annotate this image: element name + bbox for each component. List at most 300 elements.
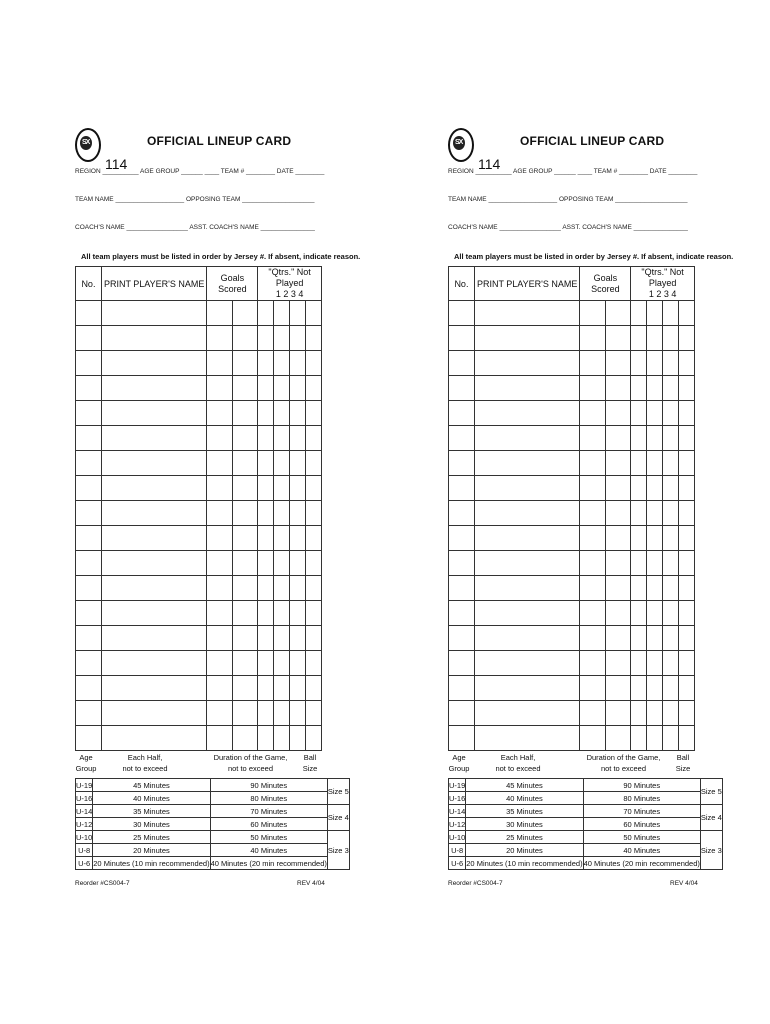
roster-cell xyxy=(606,351,631,376)
roster-cell xyxy=(207,526,233,551)
roster-cell xyxy=(647,676,663,701)
roster-cell xyxy=(233,526,258,551)
rules-duration: 40 Minutes xyxy=(583,844,700,857)
reorder-number: Reorder #CS004-7 xyxy=(448,880,503,887)
roster-cell xyxy=(606,676,631,701)
roster-cell xyxy=(580,676,606,701)
roster-cell xyxy=(449,451,475,476)
roster-cell xyxy=(76,301,102,326)
roster-cell xyxy=(580,301,606,326)
rules-duration: 60 Minutes xyxy=(583,818,700,831)
roster-cell xyxy=(474,301,580,326)
roster-cell xyxy=(76,676,102,701)
roster-cell xyxy=(647,626,663,651)
roster-cell xyxy=(101,301,207,326)
roster-cell xyxy=(274,301,290,326)
roster-cell xyxy=(580,526,606,551)
roster-cell xyxy=(258,376,274,401)
rules-duration: 90 Minutes xyxy=(583,779,700,792)
roster-cell xyxy=(101,701,207,726)
roster-cell xyxy=(101,551,207,576)
roster-cell xyxy=(101,676,207,701)
roster-cell xyxy=(647,501,663,526)
roster-cell xyxy=(76,726,102,751)
rules-age: U-19 xyxy=(449,780,466,790)
roster-cell xyxy=(76,526,102,551)
roster-cell xyxy=(631,701,647,726)
roster-cell xyxy=(233,576,258,601)
game-rules xyxy=(75,752,349,870)
roster-cell xyxy=(233,351,258,376)
roster-cell xyxy=(580,626,606,651)
roster-cell xyxy=(274,551,290,576)
roster-cell xyxy=(679,576,695,601)
roster-cell xyxy=(306,551,322,576)
roster-cell xyxy=(76,451,102,476)
roster-cell xyxy=(679,301,695,326)
roster-cell xyxy=(306,576,322,601)
roster-cell xyxy=(449,376,475,401)
roster-table xyxy=(448,266,695,751)
rules-row xyxy=(449,818,723,831)
roster-cell xyxy=(207,476,233,501)
roster-cell xyxy=(290,351,306,376)
roster-cell xyxy=(76,576,102,601)
coach-line: COACH'S NAME _________________ ASST. COACH'S NAME _______________ xyxy=(75,224,315,231)
rules-duration: 90 Minutes xyxy=(210,779,327,792)
rules-row xyxy=(76,844,350,857)
rules-half: 35 Minutes xyxy=(93,805,210,818)
rules-half: 40 Minutes xyxy=(93,792,210,805)
rules-ball-header: Ball Size xyxy=(675,753,691,773)
ball-size: Size 3 xyxy=(700,831,722,870)
roster-cell xyxy=(207,626,233,651)
instruction-text: All team players must be listed in order by Jersey #. If absent, indicate reason. xyxy=(81,252,361,261)
roster-cell xyxy=(679,726,695,751)
roster-cell xyxy=(449,676,475,701)
roster-cell xyxy=(474,326,580,351)
roster-cell xyxy=(258,426,274,451)
roster-table xyxy=(75,266,322,751)
roster-cell xyxy=(233,326,258,351)
roster-cell xyxy=(233,726,258,751)
rules-age: U-8 xyxy=(76,844,93,857)
roster-cell xyxy=(679,401,695,426)
roster-cell xyxy=(101,451,207,476)
roster-cell xyxy=(663,676,679,701)
roster-cell xyxy=(207,451,233,476)
roster-cell xyxy=(647,376,663,401)
roster-cell xyxy=(306,526,322,551)
roster-cell xyxy=(306,401,322,426)
roster-cell xyxy=(306,726,322,751)
roster-cell xyxy=(449,501,475,526)
region-number: 114 xyxy=(105,156,128,172)
rules-half-header: Each Half, not to exceed xyxy=(495,753,541,773)
rules-duration: 50 Minutes xyxy=(210,831,327,844)
roster-cell xyxy=(647,651,663,676)
roster-cell xyxy=(233,601,258,626)
roster-cell xyxy=(290,451,306,476)
roster-cell xyxy=(679,676,695,701)
roster-cell xyxy=(274,401,290,426)
roster-cell xyxy=(449,326,475,351)
roster-cell xyxy=(647,526,663,551)
roster-cell xyxy=(76,326,102,351)
roster-cell xyxy=(474,626,580,651)
roster-cell xyxy=(76,376,102,401)
roster-cell xyxy=(306,301,322,326)
roster-cell xyxy=(647,601,663,626)
roster-cell xyxy=(306,626,322,651)
roster-row xyxy=(449,451,695,476)
ball-size: Size 4 xyxy=(700,805,722,831)
roster-cell xyxy=(258,626,274,651)
roster-cell xyxy=(647,576,663,601)
roster-cell xyxy=(647,351,663,376)
coach-line: COACH'S NAME _________________ ASST. COACH'S NAME _______________ xyxy=(448,224,688,231)
roster-cell xyxy=(647,476,663,501)
roster-cell xyxy=(274,701,290,726)
roster-row xyxy=(76,501,322,526)
roster-cell xyxy=(290,676,306,701)
roster-cell xyxy=(631,426,647,451)
rules-row xyxy=(449,805,723,818)
roster-cell xyxy=(647,426,663,451)
col-qtrs-header: "Qtrs." Not Played 1 2 3 4 xyxy=(631,267,695,301)
roster-cell xyxy=(76,476,102,501)
rules-row xyxy=(76,831,350,844)
roster-cell xyxy=(631,526,647,551)
roster-cell xyxy=(631,676,647,701)
roster-cell xyxy=(207,576,233,601)
roster-cell xyxy=(474,551,580,576)
roster-cell xyxy=(647,726,663,751)
rules-age-header: Age Group xyxy=(75,753,97,773)
roster-cell xyxy=(101,351,207,376)
roster-cell xyxy=(76,426,102,451)
roster-row xyxy=(449,651,695,676)
roster-row xyxy=(449,301,695,326)
roster-cell xyxy=(233,301,258,326)
roster-cell xyxy=(258,351,274,376)
roster-cell xyxy=(647,701,663,726)
roster-cell xyxy=(580,701,606,726)
rules-row xyxy=(449,779,723,792)
col-goals-header: Goals Scored xyxy=(207,267,258,301)
roster-cell xyxy=(631,601,647,626)
roster-cell xyxy=(449,351,475,376)
roster-cell xyxy=(580,326,606,351)
roster-cell xyxy=(631,401,647,426)
col-name-header: PRINT PLAYER'S NAME xyxy=(101,267,207,301)
roster-cell xyxy=(101,501,207,526)
roster-cell xyxy=(101,476,207,501)
roster-cell xyxy=(76,551,102,576)
roster-row xyxy=(449,701,695,726)
roster-cell xyxy=(474,376,580,401)
rules-ball-header: Ball Size xyxy=(302,753,318,773)
roster-cell xyxy=(101,376,207,401)
roster-cell xyxy=(449,426,475,451)
roster-cell xyxy=(679,326,695,351)
roster-cell xyxy=(290,301,306,326)
roster-cell xyxy=(290,576,306,601)
roster-cell xyxy=(101,526,207,551)
roster-cell xyxy=(606,701,631,726)
rules-age: U-8 xyxy=(449,844,466,857)
rules-row xyxy=(76,857,350,870)
rules-row xyxy=(76,818,350,831)
roster-row xyxy=(76,676,322,701)
roster-cell xyxy=(631,551,647,576)
roster-cell xyxy=(76,626,102,651)
rules-half-header: Each Half, not to exceed xyxy=(122,753,168,773)
rules-duration: 60 Minutes xyxy=(210,818,327,831)
roster-cell xyxy=(679,526,695,551)
roster-cell xyxy=(679,351,695,376)
roster-row xyxy=(76,651,322,676)
roster-cell xyxy=(207,351,233,376)
rules-row xyxy=(76,779,350,792)
rules-age: U-16 xyxy=(76,793,93,803)
roster-cell xyxy=(274,526,290,551)
roster-cell xyxy=(290,526,306,551)
roster-cell xyxy=(631,451,647,476)
roster-cell xyxy=(290,401,306,426)
ball-size: Size 5 xyxy=(700,779,722,805)
roster-cell xyxy=(474,601,580,626)
roster-cell xyxy=(679,651,695,676)
roster-cell xyxy=(449,576,475,601)
col-goals-header: Goals Scored xyxy=(580,267,631,301)
col-no-header: No. xyxy=(76,267,102,301)
roster-row xyxy=(449,576,695,601)
roster-cell xyxy=(647,326,663,351)
roster-cell xyxy=(207,726,233,751)
rules-age: U-12 xyxy=(449,819,466,829)
roster-cell xyxy=(258,651,274,676)
roster-cell xyxy=(274,451,290,476)
revision: REV 4/04 xyxy=(670,880,698,887)
roster-cell xyxy=(663,401,679,426)
roster-cell xyxy=(76,601,102,626)
rules-age: U-14 xyxy=(449,806,466,816)
roster-cell xyxy=(580,726,606,751)
roster-cell xyxy=(207,326,233,351)
roster-cell xyxy=(76,351,102,376)
roster-cell xyxy=(233,701,258,726)
roster-cell xyxy=(101,626,207,651)
rules-half: 20 Minutes xyxy=(93,844,210,857)
rules-duration: 40 Minutes (20 min recommended) xyxy=(583,858,700,868)
ball-size: Size 3 xyxy=(327,831,349,870)
roster-cell xyxy=(101,601,207,626)
roster-cell xyxy=(101,726,207,751)
roster-cell xyxy=(207,501,233,526)
roster-row xyxy=(76,401,322,426)
revision: REV 4/04 xyxy=(297,880,325,887)
roster-cell xyxy=(647,301,663,326)
roster-row xyxy=(76,601,322,626)
roster-row xyxy=(449,426,695,451)
roster-cell xyxy=(663,626,679,651)
roster-cell xyxy=(274,501,290,526)
roster-cell xyxy=(233,401,258,426)
roster-cell xyxy=(449,476,475,501)
roster-cell xyxy=(76,701,102,726)
roster-cell xyxy=(679,626,695,651)
roster-cell xyxy=(258,451,274,476)
lineup-card-left xyxy=(75,120,361,900)
roster-cell xyxy=(290,601,306,626)
roster-cell xyxy=(663,476,679,501)
roster-cell xyxy=(306,351,322,376)
roster-cell xyxy=(663,576,679,601)
rules-duration: 70 Minutes xyxy=(583,805,700,818)
roster-cell xyxy=(679,551,695,576)
roster-cell xyxy=(474,401,580,426)
roster-cell xyxy=(606,426,631,451)
rules-half: 45 Minutes xyxy=(466,779,583,792)
roster-cell xyxy=(606,326,631,351)
roster-cell xyxy=(580,576,606,601)
roster-cell xyxy=(274,326,290,351)
roster-cell xyxy=(647,551,663,576)
roster-cell xyxy=(663,451,679,476)
col-qtrs-header: "Qtrs." Not Played 1 2 3 4 xyxy=(258,267,322,301)
roster-cell xyxy=(274,626,290,651)
rules-half: 25 Minutes xyxy=(466,831,583,844)
rules-age: U-10 xyxy=(76,832,93,842)
roster-row xyxy=(76,476,322,501)
roster-cell xyxy=(663,526,679,551)
roster-cell xyxy=(449,626,475,651)
roster-cell xyxy=(631,326,647,351)
roster-cell xyxy=(449,301,475,326)
roster-cell xyxy=(474,701,580,726)
rules-half: 45 Minutes xyxy=(93,779,210,792)
roster-cell xyxy=(631,376,647,401)
roster-cell xyxy=(306,476,322,501)
roster-cell xyxy=(449,551,475,576)
roster-cell xyxy=(76,651,102,676)
roster-cell xyxy=(258,526,274,551)
roster-cell xyxy=(474,351,580,376)
roster-cell xyxy=(474,526,580,551)
roster-cell xyxy=(306,326,322,351)
ball-size: Size 4 xyxy=(327,805,349,831)
rules-age: U-16 xyxy=(449,793,466,803)
roster-cell xyxy=(101,426,207,451)
rules-duration-header: Duration of the Game, not to exceed xyxy=(213,753,288,773)
roster-cell xyxy=(606,726,631,751)
roster-cell xyxy=(449,651,475,676)
roster-cell xyxy=(207,401,233,426)
roster-cell xyxy=(580,551,606,576)
roster-cell xyxy=(274,726,290,751)
roster-cell xyxy=(474,501,580,526)
roster-row xyxy=(76,376,322,401)
roster-cell xyxy=(663,551,679,576)
roster-cell xyxy=(474,576,580,601)
roster-cell xyxy=(474,726,580,751)
rules-age: U-12 xyxy=(76,819,93,829)
roster-cell xyxy=(474,676,580,701)
roster-cell xyxy=(306,426,322,451)
roster-cell xyxy=(233,501,258,526)
roster-cell xyxy=(631,301,647,326)
roster-cell xyxy=(663,701,679,726)
roster-cell xyxy=(663,726,679,751)
roster-cell xyxy=(606,301,631,326)
roster-cell xyxy=(449,726,475,751)
roster-cell xyxy=(606,451,631,476)
roster-cell xyxy=(631,576,647,601)
roster-cell xyxy=(606,401,631,426)
region-age-team-date-line: REGION __________ AGE GROUP ______ ____ TEAM # ________ DATE ________ xyxy=(75,168,325,175)
roster-cell xyxy=(580,451,606,476)
roster-cell xyxy=(207,701,233,726)
roster-cell xyxy=(233,376,258,401)
rules-age-header: Age Group xyxy=(448,753,470,773)
roster-cell xyxy=(580,351,606,376)
rules-duration: 40 Minutes xyxy=(210,844,327,857)
roster-cell xyxy=(207,676,233,701)
roster-cell xyxy=(679,376,695,401)
roster-cell xyxy=(290,501,306,526)
reorder-number: Reorder #CS004-7 xyxy=(75,880,130,887)
team-opposing-line: TEAM NAME ___________________ OPPOSING TEAM ____________________ xyxy=(75,196,315,203)
roster-cell xyxy=(474,426,580,451)
roster-cell xyxy=(258,701,274,726)
rules-duration: 50 Minutes xyxy=(583,831,700,844)
roster-cell xyxy=(274,651,290,676)
lineup-card-right xyxy=(448,120,734,900)
roster-cell xyxy=(449,701,475,726)
roster-cell xyxy=(306,451,322,476)
roster-cell xyxy=(233,426,258,451)
roster-row xyxy=(449,326,695,351)
roster-row xyxy=(449,476,695,501)
roster-cell xyxy=(580,376,606,401)
roster-cell xyxy=(258,301,274,326)
roster-cell xyxy=(679,701,695,726)
roster-cell xyxy=(606,601,631,626)
roster-cell xyxy=(663,301,679,326)
roster-cell xyxy=(663,651,679,676)
roster-row xyxy=(76,301,322,326)
roster-cell xyxy=(606,626,631,651)
roster-cell xyxy=(306,651,322,676)
roster-row xyxy=(449,726,695,751)
roster-cell xyxy=(606,476,631,501)
roster-row xyxy=(449,601,695,626)
roster-cell xyxy=(306,676,322,701)
roster-cell xyxy=(274,476,290,501)
roster-cell xyxy=(580,426,606,451)
roster-row xyxy=(76,451,322,476)
roster-cell xyxy=(631,726,647,751)
roster-cell xyxy=(258,501,274,526)
roster-cell xyxy=(233,626,258,651)
rules-half: 20 Minutes (10 min recommended) xyxy=(93,858,210,868)
roster-cell xyxy=(274,426,290,451)
roster-row xyxy=(76,526,322,551)
roster-cell xyxy=(207,301,233,326)
roster-cell xyxy=(580,401,606,426)
roster-cell xyxy=(233,476,258,501)
